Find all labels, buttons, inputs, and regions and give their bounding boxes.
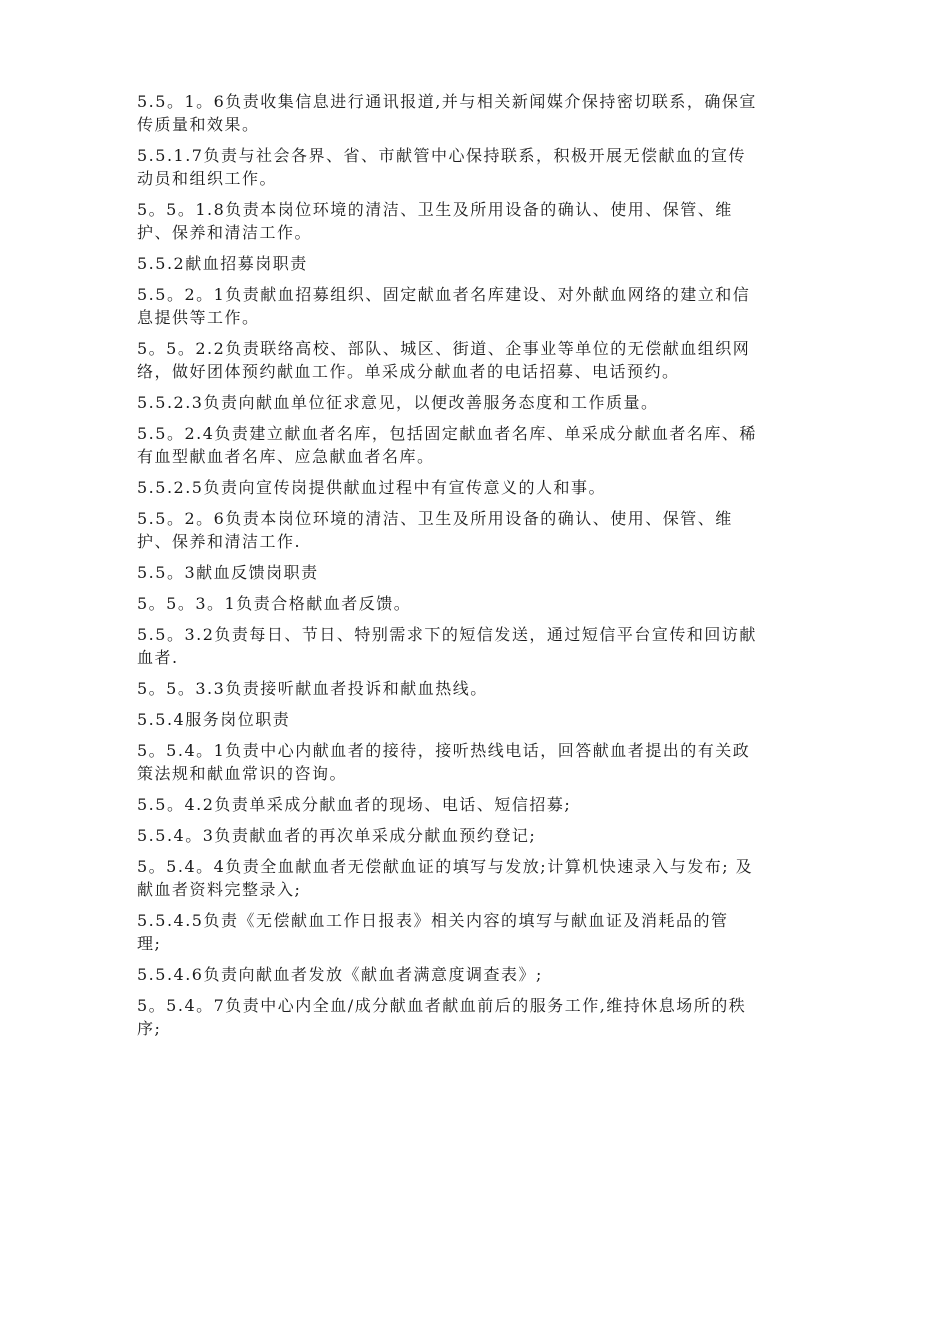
text-line: 5.5.4.5负责《无偿献血工作日报表》相关内容的填写与献血证及消耗品的管 bbox=[137, 911, 729, 930]
text-line: 护、保养和清洁工作. bbox=[137, 532, 302, 551]
text-line: 有血型献血者名库、应急献血者名库。 bbox=[137, 447, 435, 466]
text-line: 5.5。2。6负责本岗位环境的清洁、卫生及所用设备的确认、使用、保管、维 bbox=[137, 509, 733, 528]
text-line: 5.5。4.2负责单采成分献血者的现场、电话、短信招募; bbox=[137, 795, 572, 814]
section-heading: 5.5。3献血反馈岗职责 bbox=[137, 563, 319, 582]
text-line: 5。5。3.3负责接听献血者投诉和献血热线。 bbox=[137, 679, 488, 698]
text-line: 5.5.4.6负责向献血者发放《献血者满意度调查表》; bbox=[137, 965, 543, 984]
text-line: 5.5。2.4负责建立献血者名库，包括固定献血者名库、单采成分献血者名库、稀 bbox=[137, 424, 757, 443]
text-line: 5。5.4。1负责中心内献血者的接待，接听热线电话，回答献血者提出的有关政 bbox=[137, 741, 751, 760]
text-line: 策法规和献血常识的咨询。 bbox=[137, 764, 348, 783]
text-line: 护、保养和清洁工作。 bbox=[137, 223, 313, 242]
text-line: 5。5.4。7负责中心内全血/成分献血者献血前后的服务工作,维持休息场所的秩 bbox=[137, 996, 747, 1015]
text-line: 动员和组织工作。 bbox=[137, 169, 278, 188]
text-line: 5.5.4。3负责献血者的再次单采成分献血预约登记; bbox=[137, 826, 537, 845]
text-line: 5.5.2.5负责向宣传岗提供献血过程中有宣传意义的人和事。 bbox=[137, 478, 606, 497]
text-line: 5。5。3。1负责合格献血者反馈。 bbox=[137, 594, 412, 613]
document-body bbox=[137, 90, 817, 1040]
text-line: 5.5。3.2负责每日、节日、特别需求下的短信发送，通过短信平台宣传和回访献 bbox=[137, 625, 757, 644]
text-line: 5。5。2.2负责联络高校、部队、城区、街道、企事业等单位的无偿献血组织网 bbox=[137, 339, 751, 358]
text-line: 5.5.1.7负责与社会各界、省、市献管中心保持联系，积极开展无偿献血的宣传 bbox=[137, 146, 746, 165]
text-line: 传质量和效果。 bbox=[137, 115, 260, 134]
text-line: 5.5.2.3负责向献血单位征求意见，以便改善服务态度和工作质量。 bbox=[137, 393, 659, 412]
section-heading: 5.5.2献血招募岗职责 bbox=[137, 254, 308, 273]
text-line: 理; bbox=[137, 934, 162, 953]
text-line: 5.5。1。6负责收集信息进行通讯报道,并与相关新闻媒介保持密切联系，确保宣 bbox=[137, 92, 757, 111]
text-line: 序; bbox=[137, 1019, 162, 1038]
text-line: 息提供等工作。 bbox=[137, 308, 260, 327]
text-line: 血者. bbox=[137, 648, 179, 667]
text-line: 5。5.4。4负责全血献血者无偿献血证的填写与发放;计算机快速录入与发布; 及 bbox=[137, 857, 754, 876]
text-line: 络，做好团体预约献血工作。单采成分献血者的电话招募、电话预约。 bbox=[137, 362, 680, 381]
section-heading: 5.5.4服务岗位职责 bbox=[137, 710, 291, 729]
text-line: 5。5。1.8负责本岗位环境的清洁、卫生及所用设备的确认、使用、保管、维 bbox=[137, 200, 733, 219]
text-line: 献血者资料完整录入; bbox=[137, 880, 302, 899]
text-line: 5.5。2。1负责献血招募组织、固定献血者名库建设、对外献血网络的建立和信 bbox=[137, 285, 751, 304]
